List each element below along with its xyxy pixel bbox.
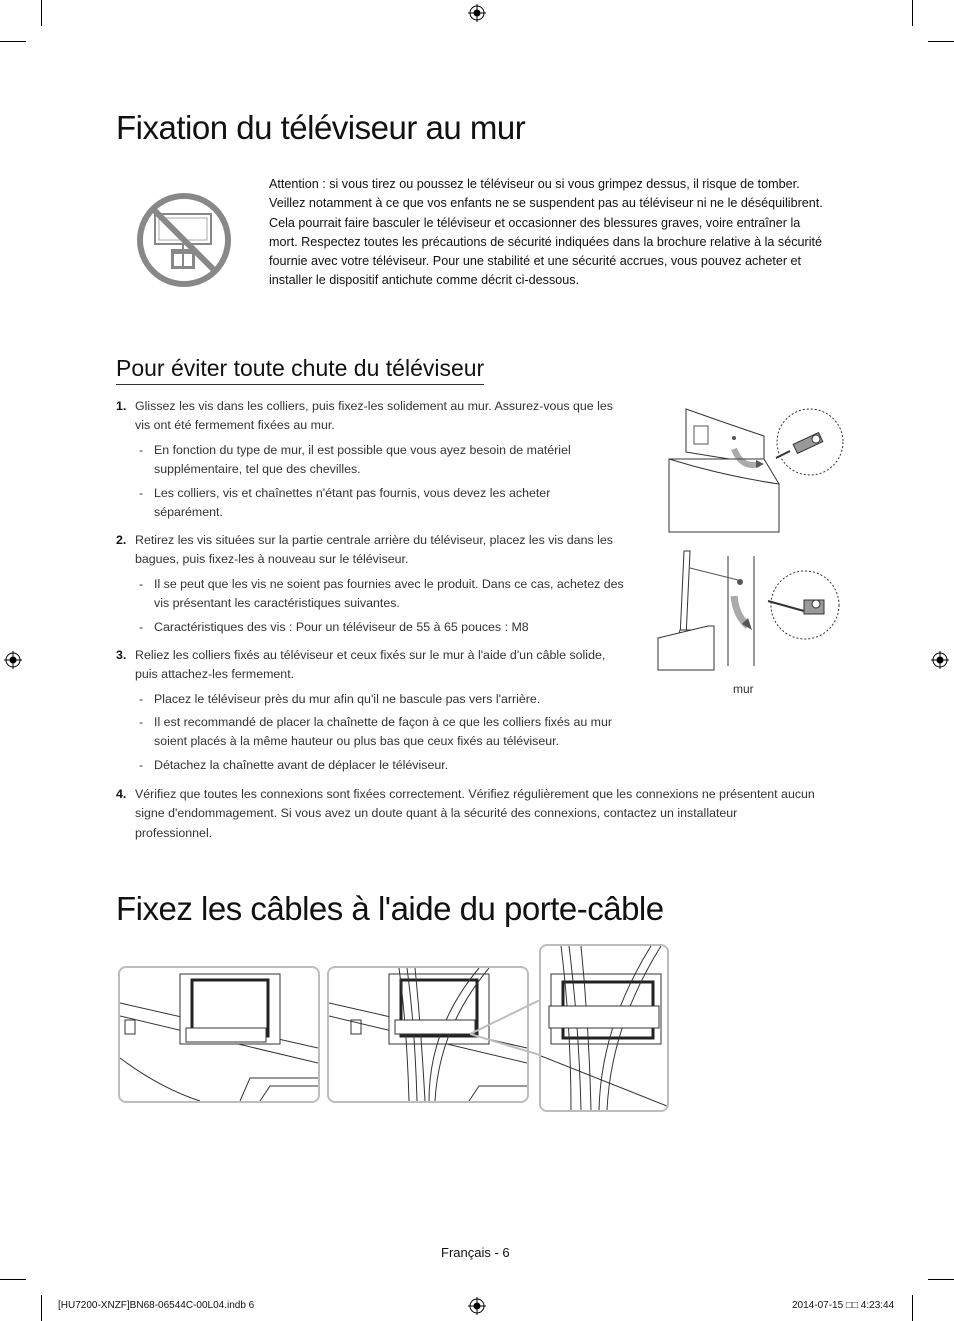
crop-mark [928, 41, 954, 42]
crop-mark [912, 0, 913, 26]
section-title-wall-mount: Fixation du téléviseur au mur [116, 109, 526, 146]
crop-mark [0, 41, 26, 42]
registration-mark-icon [4, 651, 22, 669]
page-number: Français - 6 [441, 1245, 510, 1260]
zoom-connector [470, 1000, 550, 1060]
sub-item [139, 756, 639, 776]
step-item [116, 397, 631, 437]
crop-mark [41, 0, 42, 26]
crop-mark [41, 1295, 42, 1321]
sub-item-text: En fonction du type de mur, il est possible que vous ayez besoin de matériel supplémentaire, tel que des chevilles. [154, 443, 571, 477]
print-slug-file: [HU7200-XNZF]BN68-06544C-00L04.indb 6 [58, 1300, 255, 1311]
registration-mark-icon [468, 4, 486, 22]
step-number: 2. [116, 533, 127, 547]
wall-label: mur [733, 682, 754, 696]
step-item [116, 531, 631, 571]
sub-item [139, 575, 639, 615]
crop-mark [0, 1279, 26, 1280]
step-text: Vérifiez que toutes les connexions sont fixées correctement. Vérifiez régulièrement que les connexions ne présentent aucun signe d'endommagement. Si vous avez un doute quant à la sécurité des connexions, contactez un installateur professionnel. [135, 787, 815, 840]
step-number: 4. [116, 787, 127, 801]
section-title-cable-holder: Fixez les câbles à l'aide du porte-câble [116, 890, 664, 927]
dash: - [139, 620, 144, 634]
step-item [116, 646, 631, 686]
step-item [116, 785, 816, 845]
dash: - [139, 577, 144, 591]
step-number: 1. [116, 399, 127, 413]
safety-warning-text: Attention : si vous tirez ou poussez le téléviseur ou si vous grimpez dessus, il risque de tomber. Veillez notamment à ce que vos enfants ne se suspendent pas au téléviseur ni ne le déséquilibrent. Cela pourrait faire basculer le téléviseur et occasionner des blessures graves, voire entraîner la mort. Respectez toutes les précautions de sécurité indiquées dans la brochure relative à la sécurité fournie avec votre téléviseur. Pour une stabilité et une sécurité accrues, vous pouvez acheter et installer le dispositif antichute comme décrit ci-dessous. [269, 177, 823, 288]
sub-item [139, 690, 639, 710]
step-text: Retirez les vis situées sur la partie centrale arrière du téléviseur, placez les vis dans les bagues, puis fixez-les à nouveau sur le téléviseur. [135, 533, 613, 567]
sub-item [139, 618, 639, 638]
step-number: 3. [116, 648, 127, 662]
section-subtitle-prevent-fall: Pour éviter toute chute du téléviseur [116, 355, 484, 385]
step-text: Reliez les colliers fixés au téléviseur et ceux fixés sur le mur à l'aide d'un câble solide, puis attachez-les fermement. [135, 648, 606, 682]
cable-holder-step-image-1 [118, 966, 320, 1103]
print-slug-date: 2014-07-15 □□ 4:23:44 [792, 1300, 895, 1311]
sub-item [139, 713, 639, 753]
dash: - [139, 443, 144, 457]
registration-mark-icon [468, 1297, 486, 1315]
sub-item-text: Les colliers, vis et chaînettes n'étant pas fournis, vous devez les acheter séparément. [154, 486, 551, 520]
sub-item [139, 484, 639, 524]
dash: - [139, 715, 144, 729]
no-climbing-warning-icon [135, 191, 233, 289]
tv-back-bracket-illustration [664, 404, 844, 536]
sub-item-text: Il est recommandé de placer la chaînette de façon à ce que les colliers fixés au mur soient placés à la même hauteur ou plus bas que ceux fixés au téléviseur. [154, 715, 613, 749]
dash: - [139, 486, 144, 500]
crop-mark [928, 1279, 954, 1280]
tv-side-wall-illustration [656, 546, 842, 672]
registration-mark-icon [931, 651, 949, 669]
sub-item-text: Il se peut que les vis ne soient pas fournies avec le produit. Dans ce cas, achetez des vis présentant les caractéristiques suivantes. [154, 577, 624, 611]
crop-mark [912, 1295, 913, 1321]
sub-item-text: Placez le téléviseur près du mur afin qu'il ne bascule pas vers l'arrière. [154, 692, 541, 706]
step-text: Glissez les vis dans les colliers, puis fixez-les solidement au mur. Assurez-vous que les vis ont été fermement fixées au mur. [135, 399, 613, 433]
dash: - [139, 758, 144, 772]
cable-holder-empty-illustration [120, 968, 318, 1101]
cable-holder-zoom-illustration [541, 946, 667, 1110]
sub-item [139, 441, 639, 481]
cable-holder-zoom-image [539, 944, 669, 1112]
dash: - [139, 692, 144, 706]
sub-item-text: Détachez la chaînette avant de déplacer le téléviseur. [154, 758, 449, 772]
sub-item-text: Caractéristiques des vis : Pour un téléviseur de 55 à 65 pouces : M8 [154, 620, 529, 634]
